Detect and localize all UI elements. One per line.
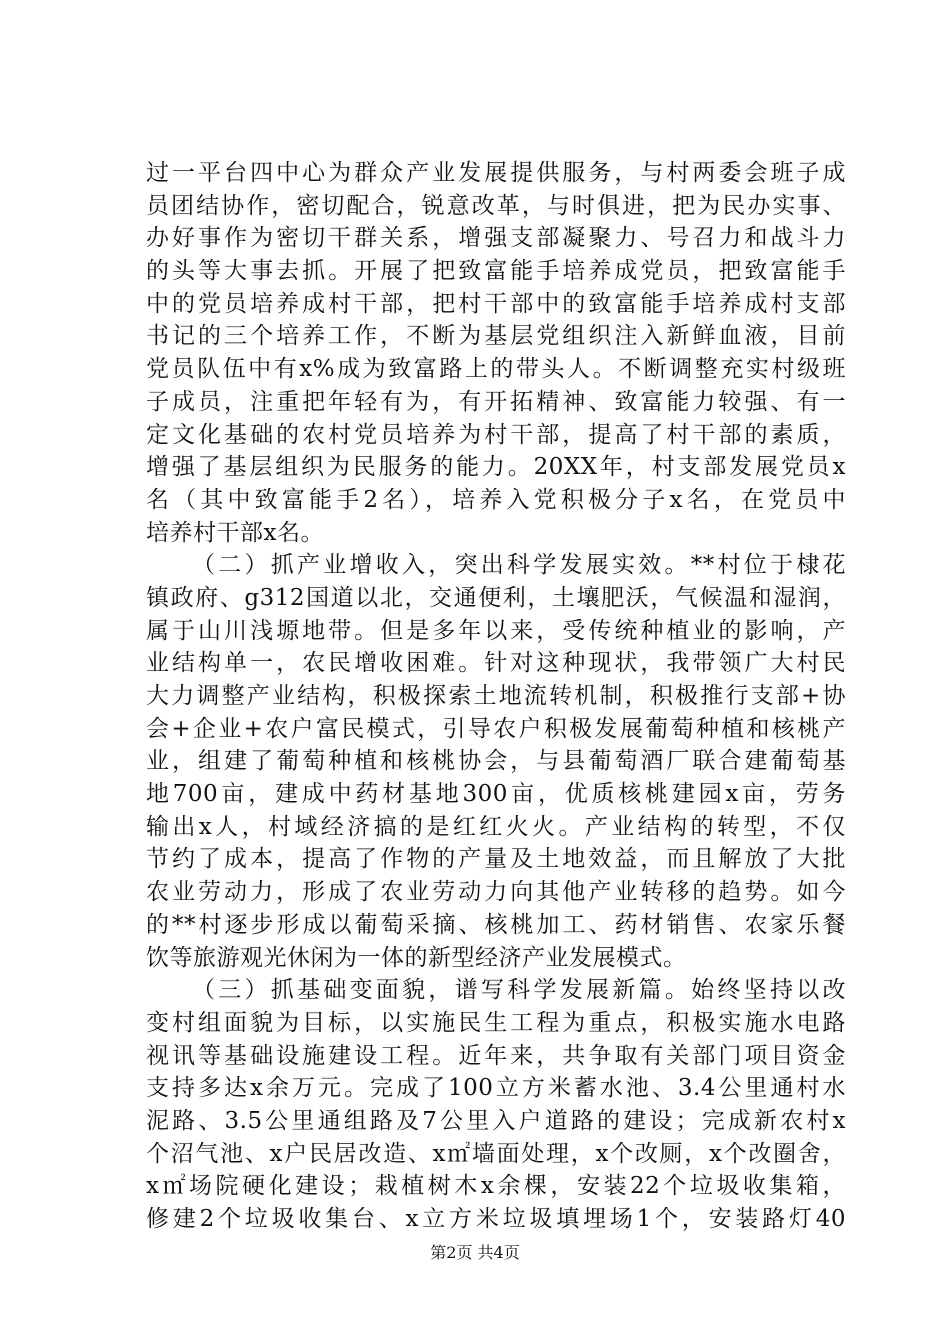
text-line: x㎡场院硬化建设；栽植树木x余棵，安装22个垃圾收集箱，: [146, 1173, 846, 1200]
text-line: 员团结协作，密切配合，锐意改革，与时俱进，把为民办实事、: [146, 192, 846, 219]
text-line: 子成员，注重把年轻有为，有开拓精神、致富能力较强、有一: [146, 388, 846, 415]
text-line: 地700亩，建成中药材基地300亩，优质核桃建园x亩，劳务: [146, 781, 846, 808]
text-line: 增强了基层组织为民服务的能力。20XX年，村支部发展党员x: [146, 454, 846, 481]
text-line: （二）抓产业增收入，突出科学发展实效。**村位于棣花: [192, 552, 846, 579]
text-line: 镇政府、g312国道以北，交通便利，土壤肥沃，气候温和湿润，: [146, 584, 846, 611]
text-line: 个沼气池、x户民居改造、x㎡墙面处理，x个改厕，x个改圈舍，: [146, 1140, 846, 1167]
text-line: 过一平台四中心为群众产业发展提供服务，与村两委会班子成: [146, 160, 846, 186]
document-body: [146, 157, 846, 1236]
text-line: 业结构单一，农民增收困难。针对这种现状，我带领广大村民: [146, 650, 846, 677]
text-line: 书记的三个培养工作，不断为基层党组织注入新鲜血液，目前: [146, 323, 846, 350]
text-line: 输出x人，村域经济搞的是红红火火。产业结构的转型，不仅: [146, 813, 846, 840]
text-line: 农业劳动力，形成了农业劳动力向其他产业转移的趋势。如今: [146, 879, 846, 906]
text-line: 饮等旅游观光休闲为一体的新型经济产业发展模式。: [146, 944, 687, 971]
text-line: 的**村逐步形成以葡萄采摘、核桃加工、药材销售、农家乐餐: [146, 911, 846, 938]
text-line: 培养村干部x名。: [146, 519, 324, 546]
text-line: 节约了成本，提高了作物的产量及土地效益，而且解放了大批: [146, 846, 846, 873]
text-line: 会+企业+农户富民模式，引导农户积极发展葡萄种植和核桃产: [146, 715, 846, 742]
paragraph: [146, 157, 846, 549]
text-line: 中的党员培养成村干部，把村干部中的致富能手培养成村支部: [146, 290, 846, 317]
page-footer: 第2页 共4页: [430, 1243, 520, 1262]
text-line: 名（其中致富能手2名），培养入党积极分子x名，在党员中: [146, 486, 846, 513]
text-line: 业，组建了葡萄种植和核桃协会，与县葡萄酒厂联合建葡萄基: [146, 748, 846, 775]
text-line: 定文化基础的农村党员培养为村干部，提高了村干部的素质，: [146, 421, 846, 448]
text-line: 党员队伍中有x%成为致富路上的带头人。不断调整充实村级班: [146, 356, 846, 383]
text-line: 大力调整产业结构，积极探索土地流转机制，积极推行支部+协: [146, 683, 846, 709]
text-line: 变村组面貌为目标，以实施民生工程为重点，积极实施水电路: [146, 1009, 846, 1036]
text-line: 修建2个垃圾收集台、x立方米垃圾填埋场1个，安装路灯40: [146, 1206, 846, 1232]
text-line: 属于山川浅塬地带。但是多年以来，受传统种植业的影响，产: [146, 617, 846, 644]
text-line: 视讯等基础设施建设工程。近年来，共争取有关部门项目资金: [146, 1042, 846, 1069]
paragraph: [146, 974, 846, 1236]
text-line: 泥路、3.5公里通组路及7公里入户道路的建设；完成新农村x: [146, 1107, 846, 1134]
text-line: 支持多达x余万元。完成了100立方米蓄水池、3.4公里通村水: [146, 1075, 846, 1102]
text-line: 的头等大事去抓。开展了把致富能手培养成党员，把致富能手: [146, 258, 846, 285]
text-line: 办好事作为密切干群关系，增强支部凝聚力、号召力和战斗力: [146, 225, 846, 252]
paragraph: [146, 549, 846, 974]
text-line: （三）抓基础变面貌，谱写科学发展新篇。始终坚持以改: [192, 977, 846, 1004]
